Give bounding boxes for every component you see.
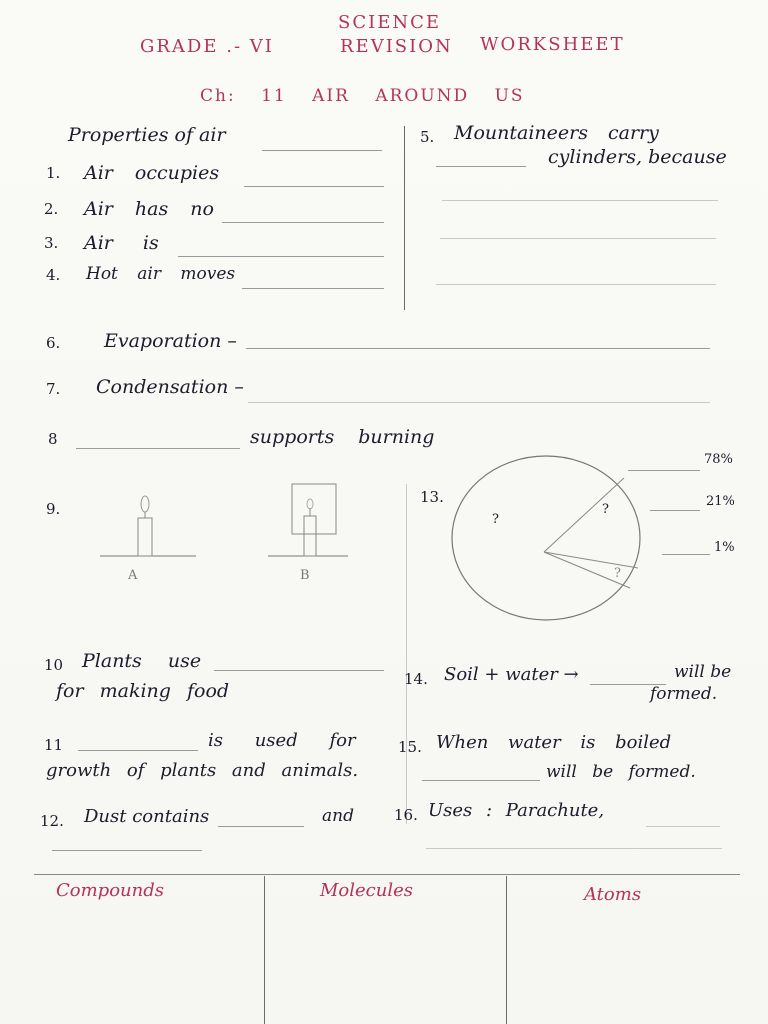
table-top-border xyxy=(34,874,740,875)
table-header-compounds: Compounds xyxy=(56,880,164,901)
candle-b-label: B xyxy=(300,568,310,583)
q12-number: 12. xyxy=(40,812,64,830)
item-number: 2. xyxy=(44,200,59,218)
property-item-1: Air occupies xyxy=(84,162,220,184)
q5-line1: Mountaineers carry xyxy=(454,122,659,144)
q14-text: Soil + water → xyxy=(444,664,579,685)
answer-line xyxy=(646,826,720,827)
answer-line xyxy=(52,850,202,851)
answer-line xyxy=(436,166,526,167)
properties-title: Properties of air xyxy=(68,124,226,146)
answer-line xyxy=(242,288,384,289)
answer-line xyxy=(262,150,382,151)
item-number: 4. xyxy=(46,266,61,284)
q7-number: 7. xyxy=(46,380,61,398)
candle-a-label: A xyxy=(128,568,138,583)
pie-mark-small: ? xyxy=(614,566,621,581)
table-header-molecules: Molecules xyxy=(320,880,413,901)
q16-text: Uses : Parachute, xyxy=(428,800,605,821)
revision-heading: REVISION xyxy=(340,36,453,57)
answer-line xyxy=(246,348,710,349)
air-composition-pie xyxy=(450,456,646,622)
q14-number: 14. xyxy=(404,670,428,688)
candle-a-illustration xyxy=(100,490,200,580)
worksheet-heading: WORKSHEET xyxy=(480,34,625,55)
answer-line xyxy=(436,284,716,285)
answer-line xyxy=(178,256,384,257)
answer-line xyxy=(76,448,240,449)
q14-will-be: will be xyxy=(674,662,732,682)
answer-line xyxy=(422,780,540,781)
subject-heading: SCIENCE xyxy=(338,12,442,33)
grade-heading: GRADE .- VI xyxy=(140,36,274,57)
percent-21: 21% xyxy=(706,494,735,509)
item-number: 1. xyxy=(46,164,61,182)
q16-number: 16. xyxy=(394,806,418,824)
column-divider xyxy=(406,484,407,824)
percent-78: 78% xyxy=(704,452,733,467)
answer-line xyxy=(78,750,198,751)
q8-text: supports burning xyxy=(250,426,435,448)
q12-and: and xyxy=(322,806,354,826)
q10-line2: for making food xyxy=(56,680,230,702)
answer-line xyxy=(442,200,718,201)
q6-text: Evaporation – xyxy=(104,330,237,352)
answer-line xyxy=(440,238,716,239)
answer-line xyxy=(426,848,722,849)
chapter-heading: Ch: 11 AIR AROUND US xyxy=(200,86,525,106)
answer-line xyxy=(244,186,384,187)
table-divider xyxy=(264,876,265,1024)
q11-line2: growth of plants and animals. xyxy=(46,760,359,781)
q12-text: Dust contains xyxy=(84,806,210,827)
pie-mark-medium: ? xyxy=(602,502,609,517)
q9-number: 9. xyxy=(46,500,61,518)
answer-line xyxy=(662,554,710,555)
q15-formed: will be formed. xyxy=(546,762,696,782)
answer-line xyxy=(214,670,384,671)
table-header-atoms: Atoms xyxy=(584,884,642,905)
item-number: 3. xyxy=(44,234,59,252)
q11-line1: is used for xyxy=(208,730,356,751)
answer-line xyxy=(222,222,384,223)
q14-formed: formed. xyxy=(650,684,718,704)
q10-line1: Plants use xyxy=(82,650,202,672)
pie-mark-large: ? xyxy=(492,512,499,527)
candle-b-illustration xyxy=(264,478,364,578)
q15-line1: When water is boiled xyxy=(436,732,672,753)
q11-number: 11 xyxy=(44,736,64,754)
answer-line xyxy=(218,826,304,827)
q7-text: Condensation – xyxy=(96,376,244,398)
answer-line xyxy=(248,402,710,403)
q6-number: 6. xyxy=(46,334,61,352)
q5-line2: cylinders, because xyxy=(548,146,727,168)
q13-number: 13. xyxy=(420,488,444,506)
q8-number: 8 xyxy=(48,430,58,448)
property-item-4: Hot air moves xyxy=(86,264,236,284)
property-item-2: Air has no xyxy=(84,198,214,220)
q10-number: 10 xyxy=(44,656,64,674)
answer-line xyxy=(650,510,700,511)
q15-number: 15. xyxy=(398,738,422,756)
answer-line xyxy=(628,470,700,471)
table-divider xyxy=(506,876,507,1024)
column-divider xyxy=(404,126,405,310)
property-item-3: Air is xyxy=(84,232,159,254)
q5-number: 5. xyxy=(420,128,435,146)
percent-1: 1% xyxy=(714,540,735,555)
